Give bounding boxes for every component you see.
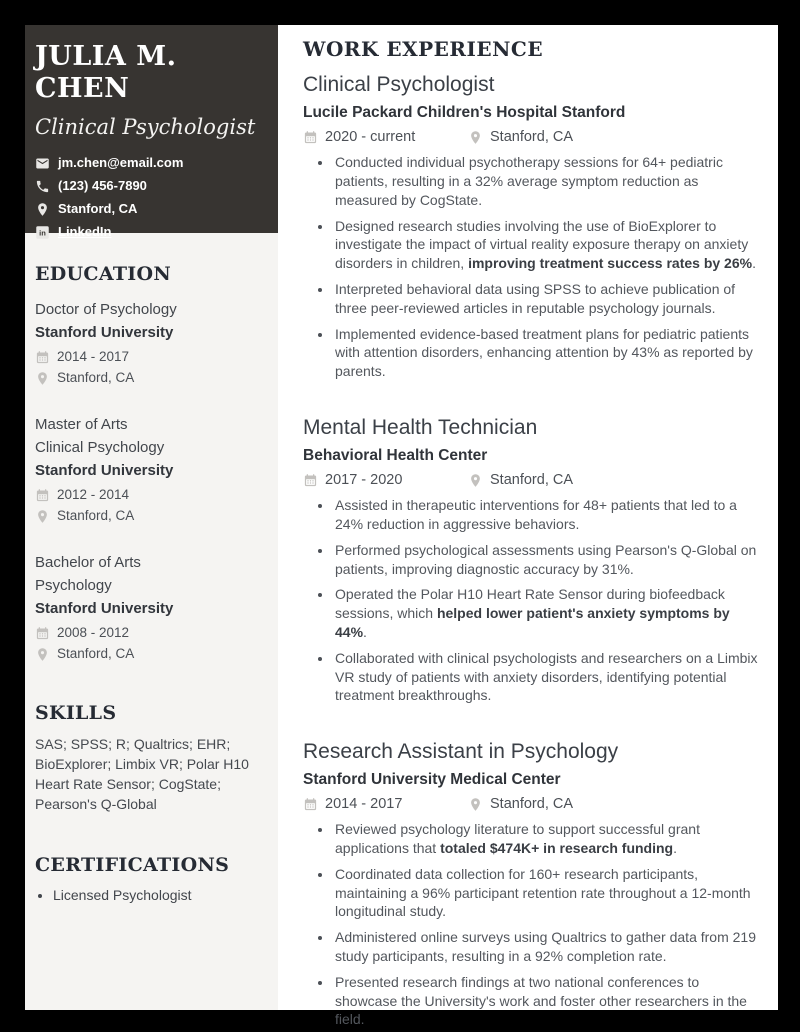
- location-row-text: Stanford, CA: [57, 370, 135, 385]
- dates-row: [303, 796, 468, 812]
- location-row: [35, 370, 268, 386]
- person-title: Clinical Psychologist: [35, 114, 256, 139]
- bullet-item: • Administered online surveys using Qualtrics to gather data from 219 study participants, resulting in a 92% completion rate.: [333, 928, 758, 966]
- job-entry: [303, 72, 758, 381]
- education-section: [25, 263, 278, 662]
- dates-text: 2020 - current: [325, 129, 416, 146]
- contact-email: [35, 156, 268, 171]
- linkedin-icon: [35, 225, 50, 240]
- skills-section: [25, 702, 278, 814]
- education-entry: [35, 298, 268, 386]
- degree-line: Doctor of Psychology: [35, 301, 177, 318]
- degree-line: Master of Arts: [35, 416, 128, 433]
- bullet-item: • Designed research studies involving the use of BioExplorer to investigate the impact of virtual reality exposure therapy on anxiety disorders in children, improving treatment success rates by 26%.: [333, 217, 758, 273]
- bullet-item: • Assisted in therapeutic interventions for 48+ patients that led to a 24% reduction in aggressive behaviors.: [333, 496, 758, 534]
- location-row: [468, 129, 573, 145]
- contact-phone-text: (123) 456-7890: [58, 178, 147, 194]
- location-icon: [35, 647, 50, 662]
- phone-icon: [35, 179, 50, 194]
- school-name: Stanford University: [35, 324, 174, 341]
- work-experience-heading: WORK EXPERIENCE: [303, 37, 544, 61]
- person-name: JULIA M. CHEN: [35, 41, 177, 105]
- dates-row-text: 2014 - 2017: [57, 349, 130, 364]
- bullet-item: • Performed psychological assessments using Pearson's Q-Global on patients, improving diagnostic accuracy by 31%.: [333, 541, 758, 579]
- skills-text: SAS; SPSS; R; Qualtrics; EHR; BioExplorer; Limbix VR; Polar H10 Heart Rate Sensor; CogState; Pearson's Q-Global: [35, 736, 249, 812]
- degree-line: Bachelor of Arts: [35, 554, 141, 571]
- dates-row: [303, 129, 468, 145]
- contact-linkedin: [35, 225, 268, 240]
- location-icon: [35, 202, 50, 217]
- location-row-text: Stanford, CA: [57, 508, 135, 523]
- contact-linkedin-text[interactable]: LinkedIn: [58, 224, 112, 240]
- job-bullets: [303, 820, 758, 1029]
- location-row: [468, 796, 573, 812]
- location-icon: [468, 473, 483, 488]
- job-entry: [303, 739, 758, 1029]
- calendar-icon: [303, 473, 318, 488]
- email-icon: [35, 156, 50, 171]
- location-icon: [35, 371, 50, 386]
- skills-heading: SKILLS: [35, 702, 117, 724]
- certifications-heading: CERTIFICATIONS: [35, 854, 230, 876]
- location-row: [35, 508, 268, 524]
- bullet-item: • Collaborated with clinical psychologists and researchers on a Limbix VR study of patients with anxiety disorders, identifying potential treatment breakthroughs.: [333, 649, 758, 705]
- dates-row: [35, 349, 268, 365]
- dates-row-text: 2012 - 2014: [57, 487, 130, 502]
- job-title: Research Assistant in Psychology: [303, 740, 619, 764]
- location-icon: [35, 509, 50, 524]
- jobs-container: [303, 72, 758, 1029]
- contact-list: [35, 156, 268, 240]
- school-name: Stanford University: [35, 462, 174, 479]
- svg-text:in: in: [39, 228, 46, 238]
- dates-row-text: 2008 - 2012: [57, 625, 130, 640]
- education-entries: [35, 298, 268, 662]
- bullet-item: • Coordinated data collection for 160+ research participants, maintaining a 96% participant retention rate throughout a 12-month longitudinal study.: [333, 865, 758, 921]
- dates-text: 2017 - 2020: [325, 472, 403, 489]
- location-row: [468, 472, 573, 488]
- bullet-item: • Conducted individual psychotherapy sessions for 64+ pediatric patients, resulting in a 32% average symptom reduction as measured by CogState.: [333, 153, 758, 209]
- job-company: Stanford University Medical Center: [303, 771, 561, 789]
- calendar-icon: [35, 350, 50, 365]
- dates-row: [303, 472, 468, 488]
- degree-line: Psychology: [35, 577, 112, 594]
- dates-row: [35, 625, 268, 641]
- job-company: Lucile Packard Children's Hospital Stanford: [303, 104, 626, 122]
- calendar-icon: [35, 626, 50, 641]
- contact-location: [35, 202, 268, 217]
- education-heading: EDUCATION: [35, 263, 171, 285]
- job-meta-row: [303, 472, 758, 488]
- education-entry: [35, 413, 268, 524]
- degree-line: Clinical Psychology: [35, 439, 165, 456]
- location-text: Stanford, CA: [490, 472, 574, 489]
- job-meta-row: [303, 129, 758, 145]
- location-row: [35, 646, 268, 662]
- education-entry: [35, 551, 268, 662]
- bullet-item: • Implemented evidence-based treatment plans for pediatric patients with attention disorders, enhancing attention by 43% as reported by parents.: [333, 325, 758, 381]
- resume-page: [25, 25, 778, 1028]
- bullet-item: • Operated the Polar H10 Heart Rate Sensor during biofeedback sessions, which helped lower patient's anxiety symptoms by 44%.: [333, 585, 758, 641]
- calendar-icon: [35, 488, 50, 503]
- bullet-item: • Presented research findings at two national conferences to showcase the University's work and foster other researchers in the field.: [333, 973, 758, 1029]
- location-icon: [468, 797, 483, 812]
- location-icon: [468, 130, 483, 145]
- certifications-section: [25, 854, 278, 905]
- job-bullets: [303, 153, 758, 381]
- certifications-list: [35, 885, 268, 905]
- contact-email-text: jm.chen@email.com: [58, 155, 184, 171]
- school-name: Stanford University: [35, 600, 174, 617]
- job-bullets: [303, 496, 758, 705]
- job-title: Clinical Psychologist: [303, 73, 495, 96]
- bullet-item: • Interpreted behavioral data using SPSS to achieve publication of three peer-reviewed articles in reputable psychology journals.: [333, 280, 758, 318]
- certification-item: • Licensed Psychologist: [53, 885, 268, 905]
- location-text: Stanford, CA: [490, 796, 574, 813]
- header: [25, 25, 278, 240]
- job-meta-row: [303, 796, 758, 812]
- job-company: Behavioral Health Center: [303, 447, 488, 465]
- calendar-icon: [303, 130, 318, 145]
- contact-phone: [35, 179, 268, 194]
- bullet-item: • Reviewed psychology literature to support successful grant applications that totaled $474K+ in research funding.: [333, 820, 758, 858]
- location-row-text: Stanford, CA: [57, 646, 135, 661]
- dates-text: 2014 - 2017: [325, 796, 403, 813]
- work-experience-section: [278, 25, 778, 1028]
- job-title: Mental Health Technician: [303, 415, 538, 439]
- sidebar: [25, 25, 278, 1010]
- location-text: Stanford, CA: [490, 129, 574, 146]
- calendar-icon: [303, 797, 318, 812]
- job-entry: [303, 415, 758, 705]
- dates-row: [35, 487, 268, 503]
- contact-location-text: Stanford, CA: [58, 201, 138, 217]
